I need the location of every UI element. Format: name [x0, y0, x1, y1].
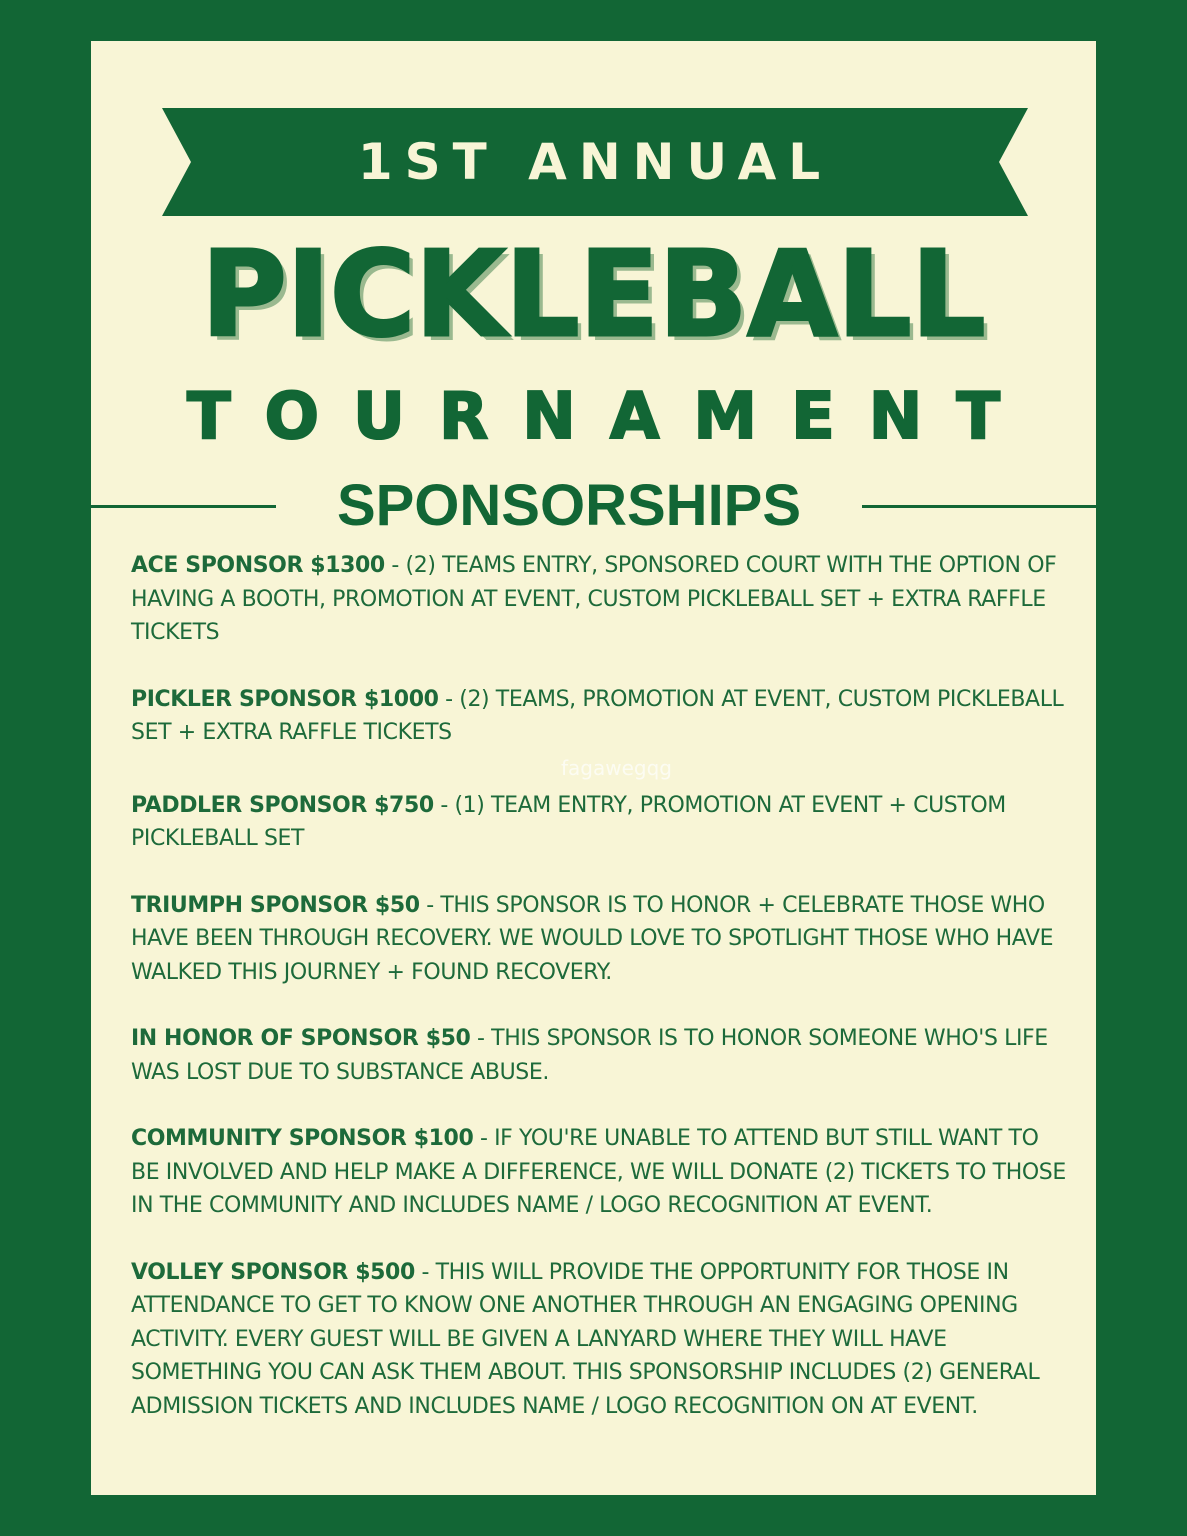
sponsorship-tier-list [131, 549, 1066, 1423]
tier-in-honor-of [131, 1022, 1066, 1089]
tier-description: - THIS WILL PROVIDE THE OPPORTUNITY FOR THOSE IN ATTENDANCE TO GET TO KNOW ONE ANOTHER THROUGH AN ENGAGING OPENING ACTIVITY. EVERY GUEST WILL BE GIVEN A LANYARD WHERE THEY WILL HAVE SOMETHING YOU CAN ASK THEM ABOUT. THIS SPONSORSHIP INCLUDES (2) GENERAL ADMISSION TICKETS AND INCLUDES NAME / LOGO RECOGNITION ON AT EVENT. [131, 1259, 1040, 1419]
section-heading: SPONSORSHIPS [336, 473, 802, 538]
tier-description: - THIS SPONSOR IS TO HONOR SOMEONE WHO'S LIFE WAS LOST DUE TO SUBSTANCE ABUSE. [131, 1026, 1048, 1085]
ribbon-banner [162, 108, 1028, 216]
flyer-panel [91, 41, 1096, 1495]
left-divider [91, 505, 276, 508]
tier-ace [131, 549, 1066, 650]
tier-volley [131, 1256, 1066, 1424]
main-title: PICKLEBALL [201, 225, 986, 363]
tier-community [131, 1122, 1066, 1223]
tier-name: PICKLER SPONSOR $1000 [131, 686, 439, 712]
tier-name: COMMUNITY SPONSOR $100 [131, 1126, 474, 1151]
tier-name: PADDLER SPONSOR $750 [131, 792, 434, 818]
tier-name: VOLLEY SPONSOR $500 [131, 1259, 415, 1285]
tier-description: - THIS SPONSOR IS TO HONOR + CELEBRATE THOSE WHO HAVE BEEN THROUGH RECOVERY. WE WOULD LOVE TO SPOTLIGHT THOSE WHO HAVE WALKED THIS JOURNEY + FOUND RECOVERY. [131, 892, 1054, 985]
watermark-text: fagawegqg [561, 756, 672, 780]
right-divider [862, 505, 1096, 508]
tier-triumph [131, 889, 1066, 990]
tier-name: IN HONOR OF SPONSOR $50 [131, 1026, 471, 1051]
tier-name: TRIUMPH SPONSOR $50 [131, 892, 420, 918]
banner-text: 1ST ANNUAL [357, 133, 833, 191]
tier-paddler [131, 789, 1066, 856]
tier-description: - (2) TEAMS, PROMOTION AT EVENT, CUSTOM PICKLEBALL SET + EXTRA RAFFLE TICKETS [131, 686, 1064, 745]
subtitle: TOURNAMENT [186, 380, 1035, 454]
tier-name: ACE SPONSOR $1300 [131, 553, 385, 578]
section-heading-row [91, 471, 1096, 541]
tier-description: - (2) TEAMS ENTRY, SPONSORED COURT WITH THE OPTION OF HAVING A BOOTH, PROMOTION AT EVENT, CUSTOM PICKLEBALL SET + EXTRA RAFFLE TICKETS [131, 553, 1057, 645]
tier-description: - (1) TEAM ENTRY, PROMOTION AT EVENT + CUSTOM PICKLEBALL SET [131, 792, 1006, 851]
tier-description: - IF YOU'RE UNABLE TO ATTEND BUT STILL WANT TO BE INVOLVED AND HELP MAKE A DIFFERENCE, WE WILL DONATE (2) TICKETS TO THOSE IN THE COMMUNITY AND INCLUDES NAME / LOGO RECOGNITION AT EVENT. [131, 1126, 1066, 1218]
tier-pickler [131, 683, 1066, 750]
